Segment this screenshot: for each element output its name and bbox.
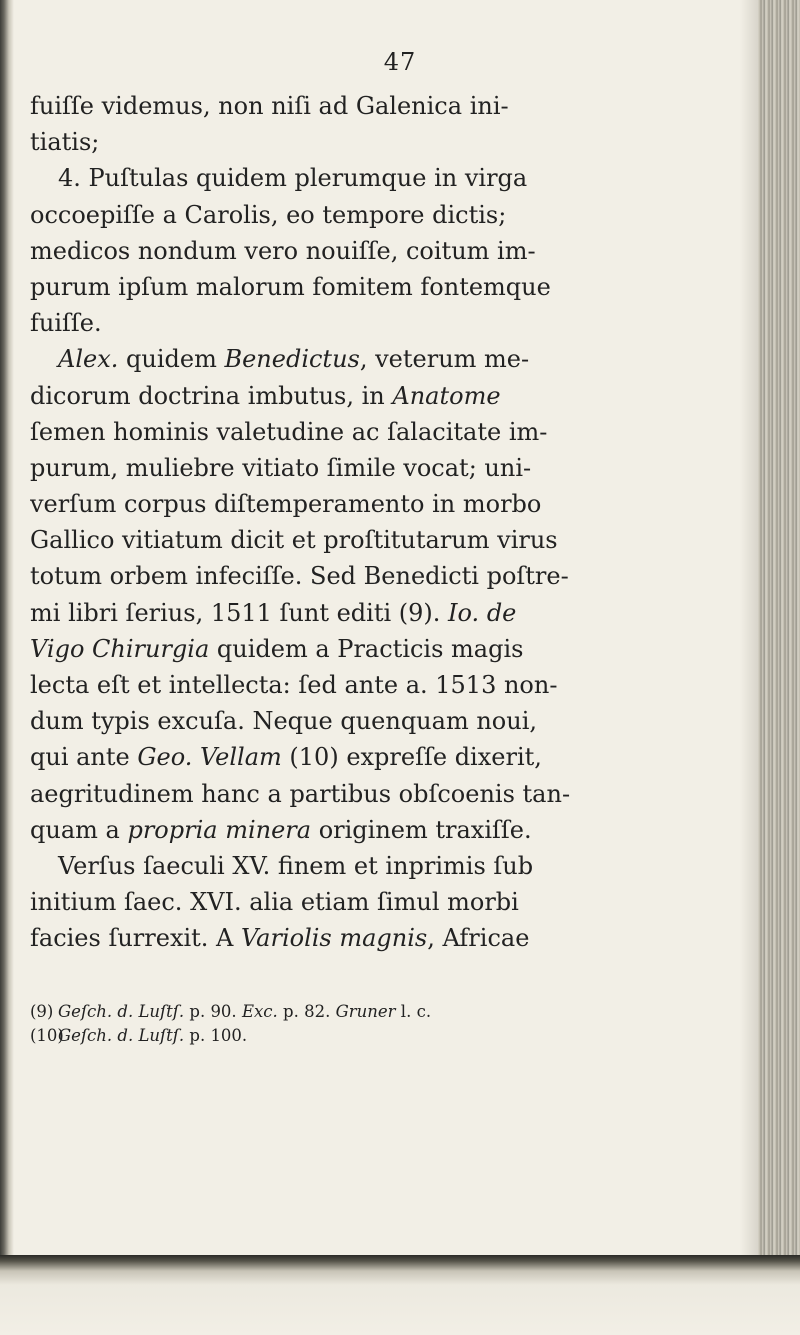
page-bottom-edge (0, 1255, 800, 1335)
page-number: 47 (383, 48, 417, 76)
text-line: medicos nondum vero nouiſſe, coitum im- (30, 236, 536, 265)
text-line: dum typis excuſa. Neque quenquam noui, (30, 707, 537, 736)
text-line: fuiſſe. (30, 309, 102, 338)
footnotes (30, 1000, 742, 1048)
text-line: purum ipſum malorum fomitem fontemque (30, 272, 551, 301)
text-line: Gallico vitiatum dicit et proſtitutarum virus (30, 526, 558, 555)
text-line: initium ſaec. XVI. alia etiam ſimul morbi (30, 888, 519, 917)
text-line: Vigo Chirurgia quidem a Practicis magis (30, 634, 524, 663)
text-line: qui ante Geo. Vellam (10) expreſſe dixerit, (30, 743, 542, 772)
footnote-10: (10)Geſch. d. Luſtſ. p. 100. (30, 1026, 248, 1045)
text-line: facies ſurrexit. A Variolis magnis, Africae (30, 924, 530, 953)
text-line: dicorum doctrina imbutus, in Anatome (30, 381, 501, 410)
text-line: mi libri ſerius, 1511 ſunt editi (9). Io. de (30, 598, 517, 627)
text-line: aegritudinem hanc a partibus obſcoenis tan- (30, 779, 571, 808)
text-line: tiatis; (30, 128, 100, 157)
text-line: purum, muliebre vitiato ſimile vocat; uni- (30, 453, 532, 482)
body-text (30, 88, 742, 957)
text-line: quam a propria minera originem traxiſſe. (30, 815, 532, 844)
text-line: verſum corpus diſtemperamento in morbo (30, 490, 542, 519)
page-stack-edge (758, 0, 800, 1335)
text-line: ſemen hominis valetudine ac ſalacitate im- (30, 417, 548, 446)
page-left-edge (0, 0, 14, 1335)
text-line: totum orbem infeciſſe. Sed Benedicti poſtre- (30, 562, 569, 591)
text-line: occoepiſſe a Carolis, eo tempore dictis; (30, 200, 507, 229)
text-line: 4. Puſtulas quidem plerumque in virga (58, 164, 528, 193)
footnote-9: (9) Geſch. d. Luſtſ. p. 90. Exc. p. 82. Gruner l. c. (30, 1002, 432, 1021)
text-line: Verſus ſaeculi XV. finem et inprimis ſub (58, 851, 534, 880)
page-fold-shadow (740, 0, 760, 1335)
text-line: lecta eſt et intellecta: ſed ante a. 1513 non- (30, 671, 558, 699)
text-line: Alex. quidem Benedictus, veterum me- (58, 345, 530, 374)
text-line: fuiſſe videmus, non niſi ad Galenica ini- (30, 92, 509, 120)
